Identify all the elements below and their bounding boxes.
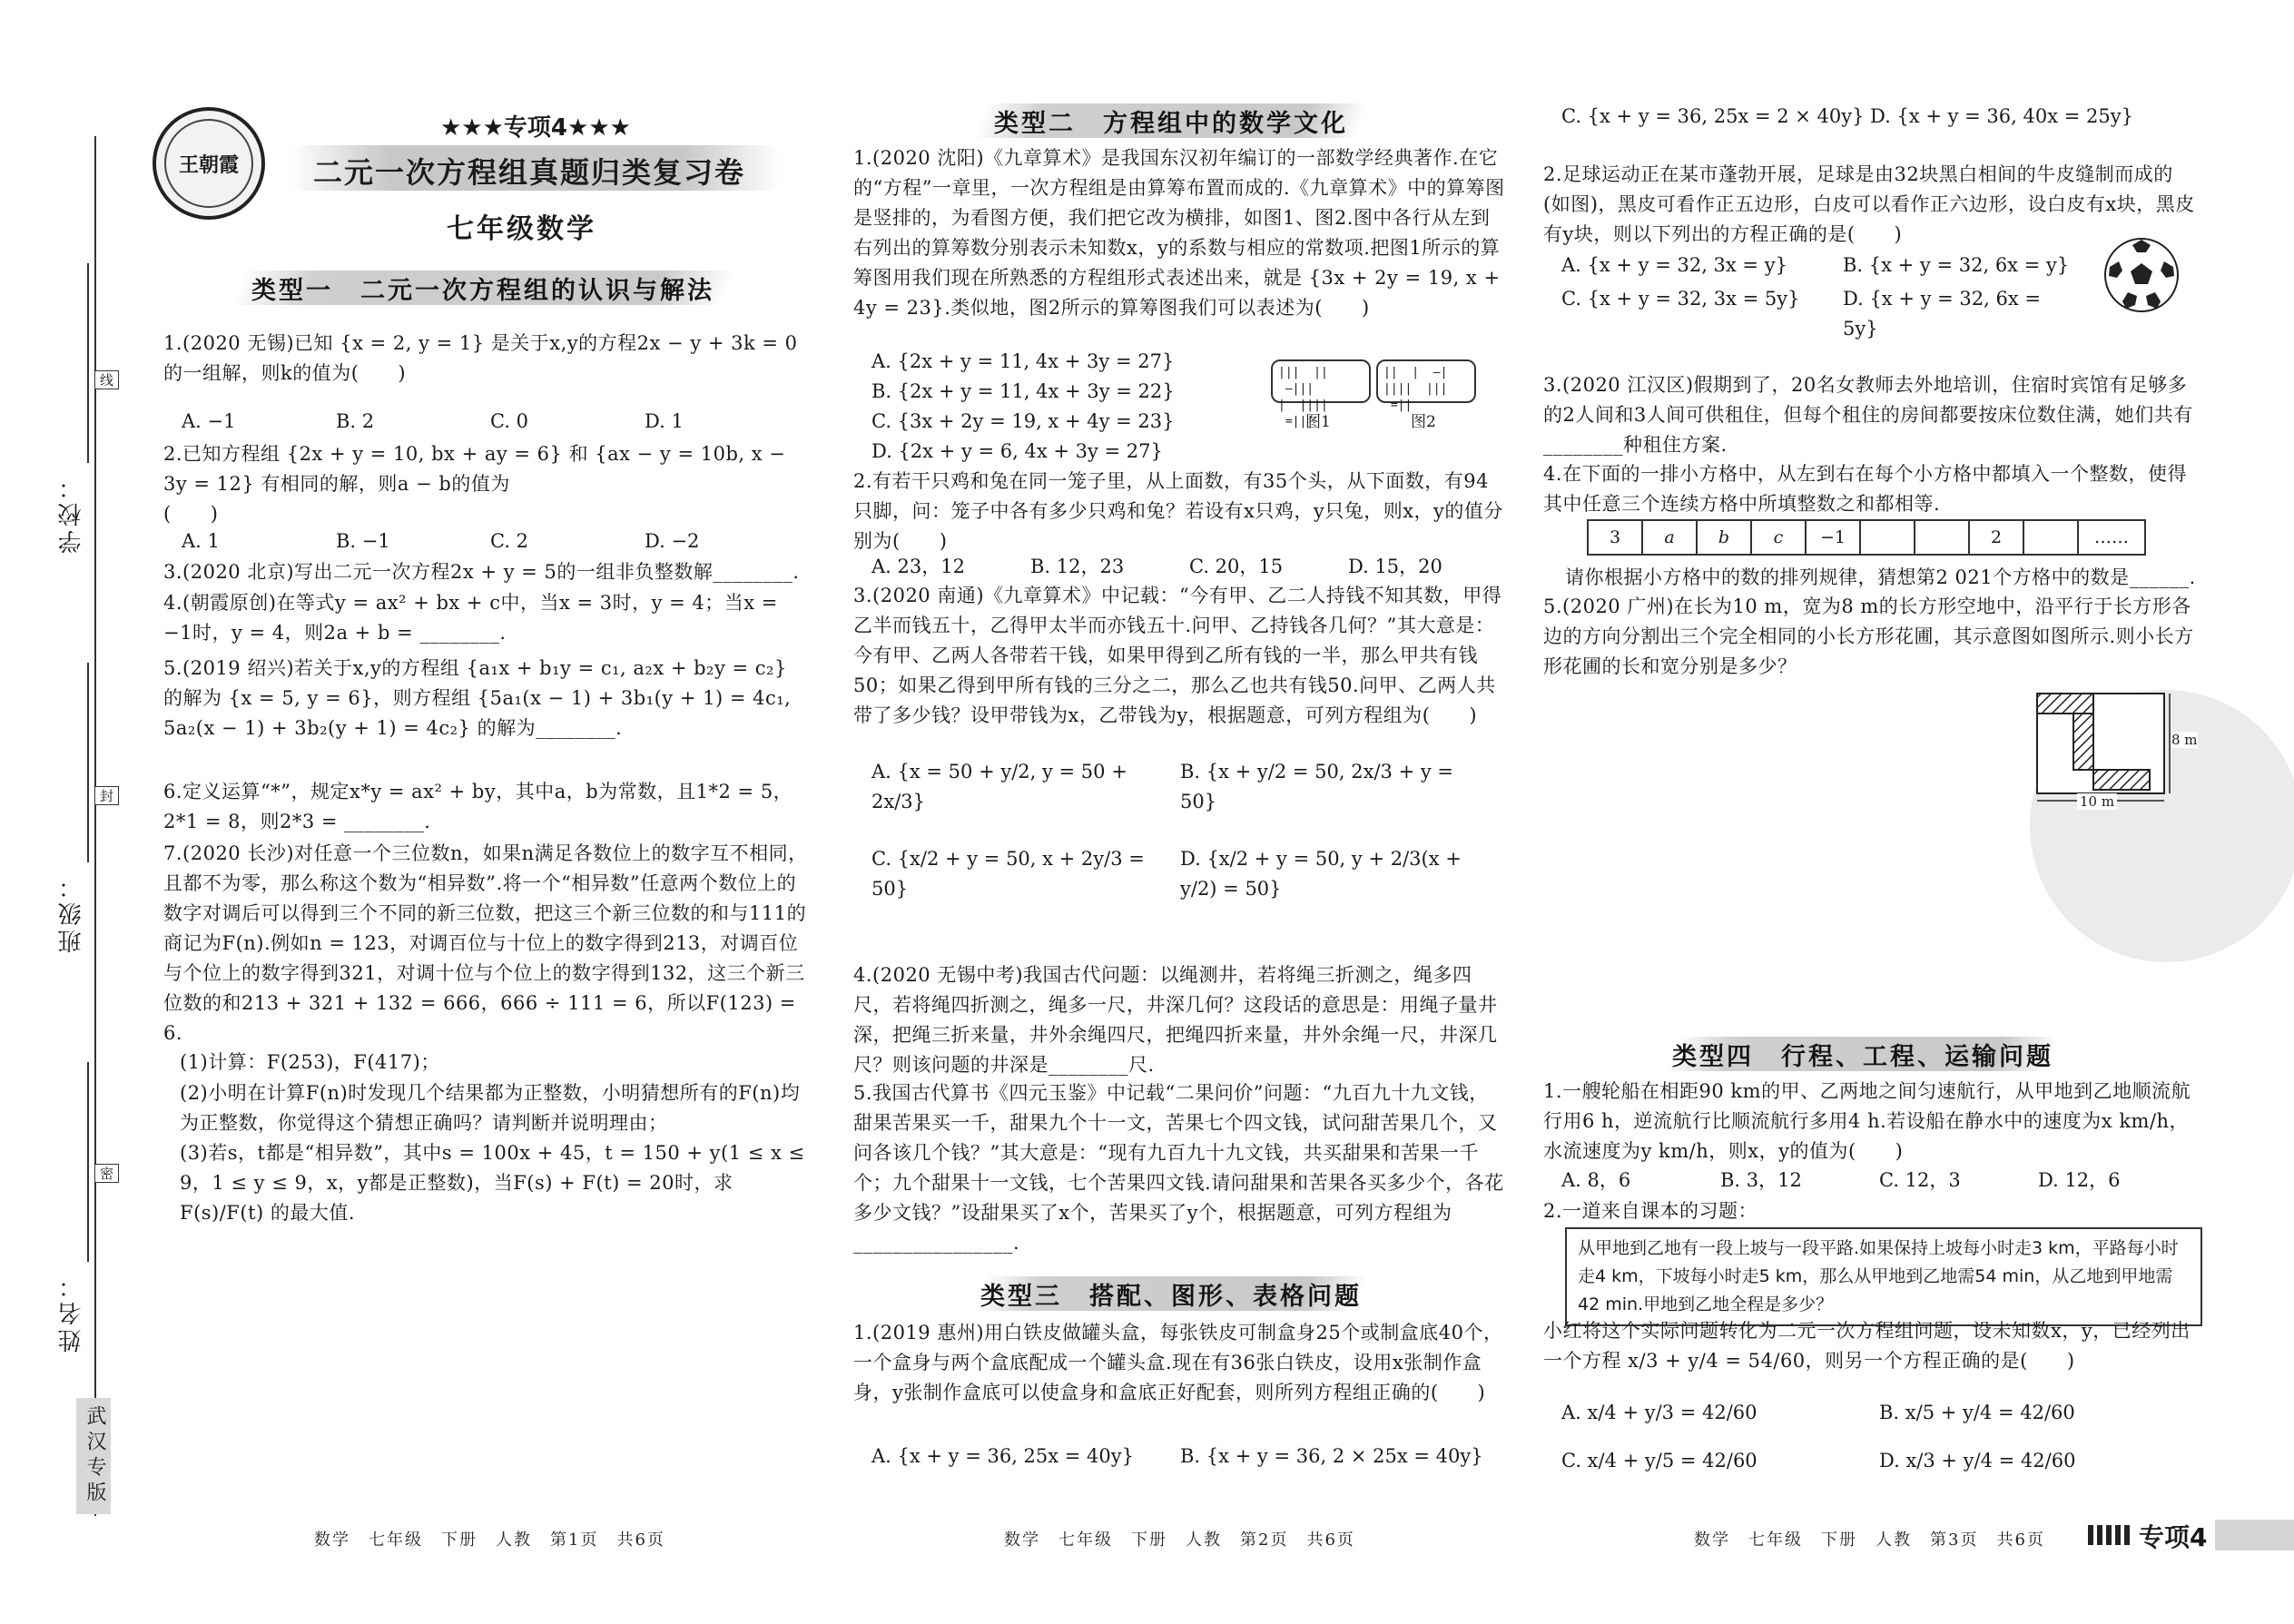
option[interactable]: D. 12，6 [2038,1169,2121,1191]
soccer-ball-figure [2102,236,2181,314]
question-1-1: 1.(2020 无锡)已知 {x = 2, y = 1} 是关于x,y的方程2x − y + 3k = 0的一组解，则k的值为( ) [163,332,798,384]
binding-line [94,136,96,1516]
section-heading-4: 类型四 行程、工程、运输问题 [1672,1033,2053,1075]
option[interactable]: A. {x + y = 32, 3x = y} [1561,254,1787,276]
question-1-6: 6.定义运算“*”，规定x*y = ax² + by，其中a，b为常数，且1*2 = 5，2*1 = 8，则2*3 = ________. [163,781,793,832]
question-3-3: 3.(2020 江汉区)假期到了，20名女教师去外地培训，住宿时宾馆有足够多的2人间和3人间可供租住，但每个租住的房间都要按床位数住满，她们共有________种租住方案. [1543,374,2193,456]
option[interactable]: C. x/4 + y/5 = 42/60 [1561,1450,1757,1471]
option[interactable]: D. x/3 + y/4 = 42/60 [1879,1450,2076,1471]
question-1-7-part1: (1)计算：F(253)，F(417)； [180,1051,440,1073]
question-1-7: 7.(2020 长沙)对任意一个三位数n，如果n满足各数位上的数字互不相同，且都不为零，那么称这个数为“相异数”.将一个“相异数”任意两个数位上的数字对调后可以得到三个不同的新三位数，把这三个新三位数的和与111的商记为F(n).例如n = 123，对调百位与十位上的数字得到213，对调百位与个位上的数字得到321，对调十位与个位上的数字得到132，这三个新三位数的和213 + 321 + 132 = 666，666 ÷ 111 = 6，所以F(123) = 6. [163,842,808,1044]
q4-2-options [1561,1398,2197,1476]
edition-badge: 武汉专版 [76,1398,111,1514]
figure-2-caption: 图2 [1411,413,1436,431]
question-3-2: 2.足球运动正在某市蓬勃开展，足球是由32块黑白相间的牛皮缝制而成的(如图)，黑皮可看作正五边形，白皮可以看作正六边形，设白皮有x块，黑皮有y块，则以下列出的方程正确的是( ) [1543,163,2195,245]
question-3-4: 4.在下面的一排小方格中，从左到右在每个小方格中都填入一个整数，使得其中任意三个连续方格中所填整数之和都相等. [1543,463,2188,515]
option[interactable]: A. x/4 + y/3 = 42/60 [1561,1402,1757,1423]
option[interactable]: B. {x + y = 36, 2 × 25x = 40y} [1180,1445,1483,1467]
q4-1-options [1561,1166,2197,1196]
seal-mark-secret: 密 [94,1164,119,1183]
page-title: 二元一次方程组真题归类复习卷 [313,155,746,190]
counting-rod-figure-2: || | —| |||| ||| =|| [1376,359,1476,403]
option[interactable]: A. 8，6 [1561,1169,1631,1191]
q2-3-options [871,757,1507,904]
option[interactable]: A. {x + y = 36, 25x = 40y} [871,1445,1135,1467]
grid-cell[interactable]: b [1697,520,1751,555]
textbook-problem-box: 从甲地到乙地有一段上坡与一段平路.如果保持上坡每小时走3 km，平路每小时走4 km，下坡每小时走5 km，那么从甲地到乙地需54 min，从乙地到甲地需42 min.甲地到乙地全程是多少？ [1565,1227,2202,1326]
school-blank[interactable] [87,263,89,463]
question-2-3: 3.(2020 南通)《九章算术》中记载：“今有甲、乙二人持钱不知其数，甲得乙半而钱五十，乙得甲太半而亦钱五十.问甲、乙持钱各几何？”其大意是：今有甲、乙两人各带若干钱，如果甲得到乙所有钱的一半，那么甲共有钱50；如果乙得到甲所有钱的三分之二，那么乙也共有钱50.问甲、乙两人共带了多少钱？设甲带钱为x，乙带钱为y，根据题意，可列方程组为( ) [853,585,1502,726]
option[interactable]: D. 1 [645,410,684,432]
page-footer-3: 数学 七年级 下册 人教 第3页 共6页 [1694,1530,2045,1550]
grid-cell[interactable]: a [1642,520,1697,555]
grid-cell[interactable]: 3 [1588,520,1642,555]
page-footer-2: 数学 七年级 下册 人教 第2页 共6页 [1004,1530,1355,1550]
option[interactable]: B. 12，23 [1030,556,1125,577]
question-1-7-part3: (3)若s，t都是“相异数”，其中s = 100x + 45，t = 150 + y(1 ≤ x ≤ 9，1 ≤ y ≤ 9，x，y都是正整数)，当F(s) + F(t) = 20时，求 F(s)/F(t) 的最大值. [180,1142,805,1224]
grid-cell[interactable] [2023,520,2078,555]
question-4-2-tail: 小红将这个实际问题转化为二元一次方程组问题，设未知数x，y，已经列出一个方程 x/3 + y/4 = 54/60，则另一个方程正确的是( ) [1543,1320,2191,1372]
grid-cell[interactable] [1860,520,1915,555]
option[interactable]: C. 12，3 [1879,1169,1961,1191]
class-blank[interactable] [87,663,89,862]
q1-2-options [182,527,808,556]
option[interactable]: C. {3x + 2y = 19, x + 4y = 23} [871,410,1175,432]
page-subtitle: 七年级数学 [447,213,596,245]
question-2-1: 1.(2020 沈阳)《九章算术》是我国东汉初年编订的一部数学经典著作.在它的“方程”一章里，一次方程组是由算筹布置而成的.《九章算术》中的算筹图是竖排的，为看图方便，我们把它改为横排，如图1、图2.图中各行从左到右列出的算筹数分别表示未知数x，y的系数与相应的常数项.把图1所示的算筹图用我们现在所熟悉的方程组形式表述出来，就是 {3x + 2y = 19, x + 4y = 23}.类似地，图2所示的算筹图我们可以表述为( ) [853,147,1505,319]
option[interactable]: C. {x + y = 32, 3x = 5y} [1561,288,1800,310]
question-4-2: 2.一道来自课本的习题： [1543,1200,1758,1222]
option[interactable]: D. {x/2 + y = 50, y + 2/3(x + y/2) = 50} [1180,848,1462,900]
counting-rod-figure-1: ||| || —||| | |||| =||| [1271,359,1371,403]
q3-1-options-continued [1561,102,2197,132]
q3-1-options [871,1442,1507,1471]
q2-2-options [871,552,1507,582]
garden-height-label: 8 m [2171,732,2198,748]
name-label: 姓名： [58,1271,85,1353]
option[interactable]: C. 2 [490,530,529,552]
option[interactable]: A. {x = 50 + y/2, y = 50 + 2x/3} [871,761,1127,812]
question-2-5: 5.我国古代算书《四元玉鉴》中记载“二果问价”问题：“九百九十九文钱，甜果苦果买一千，甜果九个十一文，苦果七个四文钱，试问甜苦果几个，又问各该几个钱？”其大意是：“现有九百九十九文钱，共买甜果和苦果一千个；九个甜果十一文钱，七个苦果四文钱.请问甜果和苦果各买多少个，各花多少文钱？”设甜果买了x个，苦果买了y个，根据题意，可列方程组为________________. [853,1082,1504,1254]
section-heading-2: 类型二 方程组中的数学文化 [980,100,1362,142]
section-heading-3: 类型三 搭配、图形、表格问题 [980,1273,1362,1314]
question-1-7-part2: (2)小明在计算F(n)时发现几个结果都为正整数，小明猜想所有的F(n)均为正整数，你觉得这个猜想正确吗？请判断并说明理由； [180,1082,801,1134]
option[interactable]: B. {x + y = 32, 6x = y} [1843,254,2070,276]
page-footer-1: 数学 七年级 下册 人教 第1页 共6页 [314,1530,665,1550]
grid-cell[interactable]: −1 [1806,520,1860,555]
seal-mark-line: 线 [94,370,119,389]
option[interactable]: B. x/5 + y/4 = 42/60 [1879,1402,2075,1423]
option[interactable]: C. 0 [490,410,529,432]
option[interactable]: D. 15，20 [1348,556,1442,577]
garden-figure [2033,690,2179,808]
question-1-5: 5.(2019 绍兴)若关于x,y的方程组 {a₁x + b₁y = c₁, a₂x + b₂y = c₂} 的解为 {x = 5, y = 6}，则方程组 {5a₁(x − 1) + 3b₁(y + 1) = 4c₁, 5a₂(x − 1) + 3b₂(y + 1) = 4c₂} 的解为________. [163,657,792,739]
question-2-2: 2.有若干只鸡和兔在同一笼子里，从上面数，有35个头，从下面数，有94只脚，问：笼子中各有多少只鸡和兔？若设有x只鸡，y只兔，则x，y的值分别为( ) [853,470,1503,552]
option[interactable]: D. {2x + y = 6, 4x + 3y = 27} [871,440,1163,462]
option[interactable]: D. −2 [645,530,700,552]
seal-mark-seal: 封 [94,786,119,805]
question-1-3: 3.(2020 北京)写出二元一次方程2x + y = 5的一组非负整数解________. [163,561,800,583]
option[interactable]: D. {x + y = 36, 40x = 25y} [1870,105,2133,127]
number-sequence-grid [1587,519,2146,556]
logo-text: 王朝霞 [164,119,253,208]
grid-cell[interactable]: 2 [1969,520,2023,555]
footer-tag-decoration [2088,1525,2133,1545]
option[interactable]: C. {x/2 + y = 50, x + 2y/3 = 50} [871,848,1145,900]
grid-cell[interactable] [1915,520,1969,555]
option[interactable]: D. {x + y = 32, 6x = 5y} [1843,288,2041,340]
question-2-4: 4.(2020 无锡中考)我国古代问题：以绳测井，若将绳三折测之，绳多四尺，若将绳四折测之，绳多一尺，井深几何？这段话的意思是：用绳子量井深，把绳三折来量，井外余绳四尺，把绳四折来量，井外余绳一尺，井深几尺？则该问题的井深是________尺. [853,964,1498,1076]
grid-cell: …… [2078,520,2145,555]
q3-2-options [1561,251,2070,344]
series-label: ★★★专项4★★★ [440,114,631,142]
q1-1-options [182,407,808,437]
class-label: 班级： [58,871,85,953]
option[interactable]: B. 2 [336,410,375,432]
question-1-2: 2.已知方程组 {2x + y = 10, bx + ay = 6} 和 {ax − y = 10b, x − 3y = 12} 有相同的解，则a − b的值为 ( ) [163,443,881,525]
option[interactable]: A. −1 [182,410,236,432]
option[interactable]: B. {x + y/2 = 50, 2x/3 + y = 50} [1180,761,1453,812]
question-3-1: 1.(2019 惠州)用白铁皮做罐头盒，每张铁皮可制盒身25个或制盒底40个，一个盒身与两个盒底配成一个罐头盒.现在有36张白铁皮，设用x张制作盒身，y张制作盒底可以使盒身和盒底正好配套，则所列方程组正确的( ) [853,1322,1503,1403]
option[interactable]: C. 20，15 [1189,556,1284,577]
section-heading-1: 类型一 二元一次方程组的认识与解法 [238,267,728,309]
q2-1-options [871,347,1235,467]
question-1-4: 4.(朝霞原创)在等式y = ax² + bx + c中，当x = 3时，y = 4；当x = −1时，y = 4，则2a + b = ________. [163,592,778,644]
question-3-5: 5.(2020 广州)在长为10 m，宽为8 m的长方形空地中，沿平行于长方形各边的方向分割出三个完全相同的小长方形花圃，其示意图如图所示.则小长方形花圃的长和宽分别是多少？ [1543,595,2194,677]
option[interactable]: B. {2x + y = 11, 4x + 3y = 22} [871,380,1175,402]
option[interactable]: A. {2x + y = 11, 4x + 3y = 27} [871,350,1175,372]
question-4-1: 1.一艘轮船在相距90 km的甲、乙两地之间匀速航行，从甲地到乙地顺流航行用6 h，逆流航行比顺流航行多用4 h.若设船在静水中的速度为x km/h，水流速度为y km/h，则x，y的值为( ) [1543,1080,2191,1162]
figure-1-caption: 图1 [1305,413,1331,431]
grid-cell[interactable]: c [1751,520,1806,555]
logo [153,107,265,220]
footer-tag: 专项4 [2139,1522,2208,1552]
name-blank[interactable] [87,1062,89,1262]
option[interactable]: C. {x + y = 36, 25x = 2 × 40y} [1561,105,1865,127]
option[interactable]: B. 3，12 [1720,1169,1802,1191]
option[interactable]: B. −1 [336,530,390,552]
option[interactable]: A. 1 [182,530,220,552]
garden-width-label: 10 m [2077,793,2117,810]
question-3-4-tail: 请你根据小方格中的数的排列规律，猜想第2 021个方格中的数是______. [1565,566,2196,588]
footer-tag-band [2215,1520,2294,1550]
school-label: 学校： [58,472,85,554]
option[interactable]: A. 23，12 [871,556,965,577]
